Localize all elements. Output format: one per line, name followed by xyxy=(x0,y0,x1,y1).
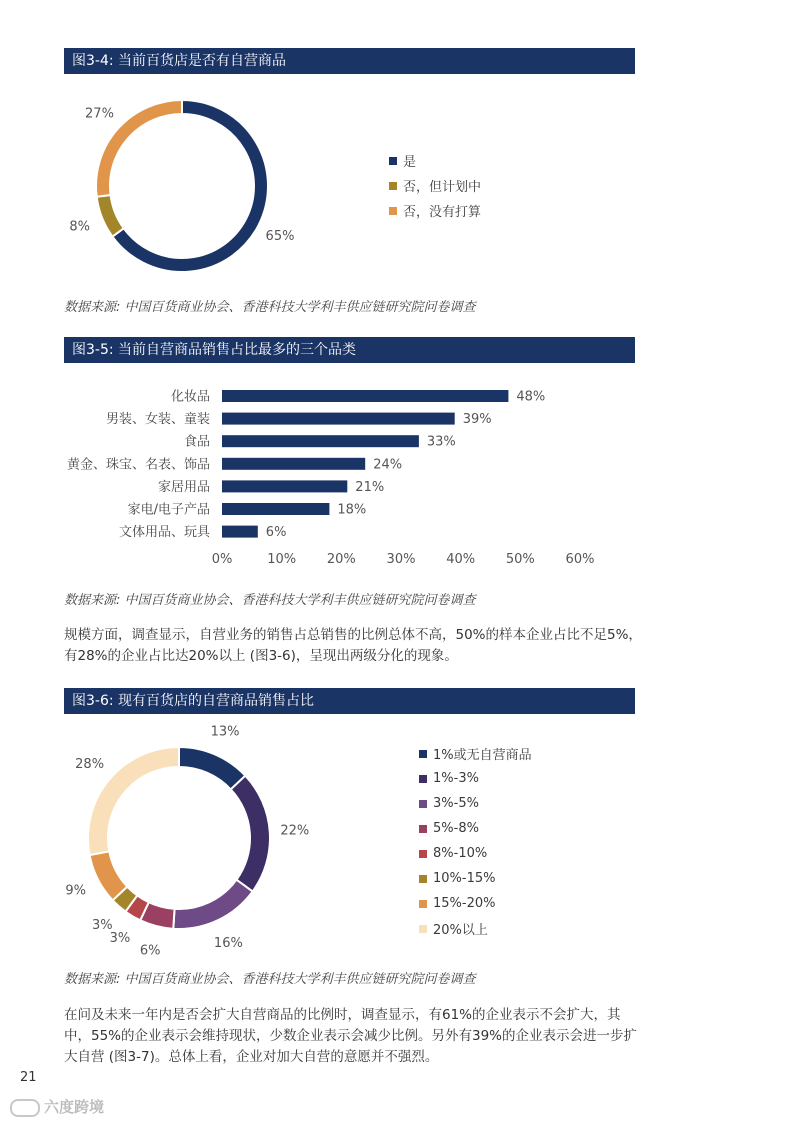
chart1-source: 数据来源: 中国百货商业协会、香港科技大学利丰供应链研究院问卷调查 xyxy=(64,300,476,315)
chart1-value-label-1: 8% xyxy=(69,219,91,235)
chart2-source: 数据来源: 中国百货商业协会、香港科技大学利丰供应链研究院问卷调查 xyxy=(64,593,476,608)
chart3-value-label-5: 3% xyxy=(91,918,113,934)
chart3-legend-label-1: 1%-3% xyxy=(433,771,479,786)
chart2-value-label-4: 21% xyxy=(355,479,385,495)
chart3-legend-item-6 xyxy=(419,891,532,916)
watermark xyxy=(10,1096,104,1117)
watermark-text: 六度跨境 xyxy=(44,1098,105,1116)
chart3-legend-swatch-0 xyxy=(419,750,427,758)
chart3-legend-item-1 xyxy=(419,766,532,791)
chart2-category-label-4: 家居用品 xyxy=(157,479,210,495)
watermark-logo-icon xyxy=(10,1099,40,1117)
chart3-legend-label-3: 5%-8% xyxy=(433,821,479,836)
chart1-value-label-2: 27% xyxy=(85,106,114,122)
chart3-legend-label-6: 15%-20% xyxy=(433,896,496,911)
chart2-value-label-2: 33% xyxy=(426,434,456,450)
chart3-legend-swatch-4 xyxy=(419,850,427,858)
chart2-category-label-0: 化妆品 xyxy=(170,389,210,405)
chart2-category-label-2: 食品 xyxy=(183,434,210,450)
chart2-category-label-1: 男装、女装、童装 xyxy=(105,412,210,428)
chart3-value-label-1: 22% xyxy=(280,823,310,839)
chart3-legend-swatch-3 xyxy=(419,825,427,833)
chart3-value-label-7: 28% xyxy=(75,757,105,773)
chart3-slice-0 xyxy=(179,747,245,789)
chart2-xtick-0: 0% xyxy=(211,552,233,567)
chart3-legend-label-5: 10%-15% xyxy=(433,871,496,886)
chart2-value-label-3: 24% xyxy=(373,457,403,473)
chart2-value-label-6: 6% xyxy=(265,525,287,541)
chart2-value-label-5: 18% xyxy=(337,502,367,518)
chart3-legend-item-3 xyxy=(419,816,532,841)
chart3-legend xyxy=(419,741,532,941)
chart3-value-label-6: 9% xyxy=(65,883,86,899)
chart1-legend-label-0: 是 xyxy=(403,155,417,170)
chart3-legend-swatch-5 xyxy=(419,875,427,883)
paragraph-scale: 规模方面，调查显示，自营业务的销售占总销售的比例总体不高，50%的样本企业占比不足5%，有28%的企业占比达20%以上 (图3-6)，呈现出两级分化的现象。 xyxy=(64,627,642,664)
page-number: 21 xyxy=(20,1070,37,1085)
chart3-legend-item-7 xyxy=(419,916,532,941)
chart3-legend-item-0 xyxy=(419,741,532,766)
paragraph-expansion: 在问及未来一年内是否会扩大自营商品的比例时，调查显示，有61%的企业表示不会扩大，其中，55%的企业表示会维持现状，少数企业表示会减少比例。另外有39%的企业表示会进一步扩大自营 (图3-7)。总体上看，企业对加大自营的意愿并不强烈。 xyxy=(64,1007,638,1065)
chart3-value-label-0: 13% xyxy=(210,724,240,740)
chart2-value-label-0: 48% xyxy=(516,389,546,405)
chart2-xtick-4: 40% xyxy=(446,552,476,567)
chart3-header: 图3-6: 现有百货店的自营商品销售占比 xyxy=(64,688,635,714)
chart3-legend-label-4: 8%-10% xyxy=(433,846,488,861)
chart2-xtick-2: 20% xyxy=(326,552,356,567)
chart3-legend-swatch-7 xyxy=(419,925,427,933)
chart3-source: 数据来源: 中国百货商业协会、香港科技大学利丰供应链研究院问卷调查 xyxy=(64,972,476,987)
chart2-xtick-6: 60% xyxy=(565,552,595,567)
chart3-slice-1 xyxy=(231,776,270,892)
chart3-legend-item-5 xyxy=(419,866,532,891)
chart3-slice-2 xyxy=(173,880,252,929)
chart2-category-label-5: 家电/电子产品 xyxy=(127,502,210,518)
chart2-xtick-5: 50% xyxy=(505,552,535,567)
chart2-category-label-3: 黄金、珠宝、名表、饰品 xyxy=(66,457,210,473)
chart3-legend-swatch-6 xyxy=(419,900,427,908)
chart1-legend-label-2: 否，没有打算 xyxy=(403,205,482,220)
chart2-xtick-3: 30% xyxy=(386,552,416,567)
chart3-value-label-2: 16% xyxy=(213,935,243,951)
chart1-header: 图3-4: 当前百货店是否有自营商品 xyxy=(64,48,635,74)
chart2-value-label-1: 39% xyxy=(462,412,492,428)
chart3-legend-swatch-2 xyxy=(419,800,427,808)
chart3-legend-item-2 xyxy=(419,791,532,816)
chart1-legend-label-1: 否，但计划中 xyxy=(403,180,482,195)
chart3-legend-swatch-1 xyxy=(419,775,427,783)
chart2-xtick-1: 10% xyxy=(267,552,297,567)
chart3-value-label-3: 6% xyxy=(139,943,161,959)
chart3-legend-label-0: 1%或无自营商品 xyxy=(433,748,532,763)
chart3-legend-label-7: 20%以上 xyxy=(433,923,488,938)
chart2-category-label-6: 文体用品、玩具 xyxy=(118,525,210,541)
chart2-header: 图3-5: 当前自营商品销售占比最多的三个品类 xyxy=(64,337,635,363)
chart3-legend-item-4 xyxy=(419,841,532,866)
chart3-value-label-4: 3% xyxy=(109,930,131,946)
chart1-value-label-0: 65% xyxy=(265,228,295,244)
chart3-legend-label-2: 3%-5% xyxy=(433,796,479,811)
chart3-slice-6 xyxy=(90,851,128,900)
